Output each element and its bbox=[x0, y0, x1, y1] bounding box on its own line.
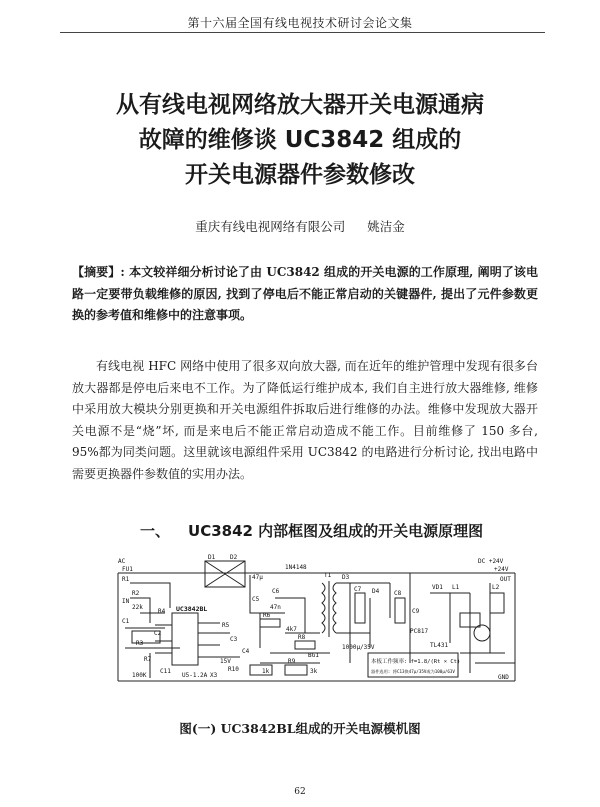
label-4k7: 4k7 bbox=[286, 626, 297, 633]
label-c9: C9 bbox=[412, 608, 420, 615]
label-r10: R10 bbox=[228, 666, 239, 673]
label-c11: C11 bbox=[160, 668, 171, 675]
label-tl431: TL431 bbox=[430, 642, 449, 649]
abstract: 【摘要】: 本文较祥细分析讨论了由 UC3842 组成的开关电源的工作原理, 阐明了该电路一定要带负载维修的原因, 找到了停电后不能正常启动的关键器件, 提出了元件参数更换的参考值和维修中的注意事项。 bbox=[72, 265, 538, 322]
label-pc817: PC817 bbox=[410, 628, 429, 635]
label-c3: C3 bbox=[230, 636, 238, 643]
figure-note-line: 器件选用: 将C13换47μ/35V或为100μ/63V bbox=[371, 669, 455, 674]
label-c6: C6 bbox=[272, 588, 280, 595]
label-47u: 47μ bbox=[252, 574, 263, 581]
author-line bbox=[0, 217, 600, 235]
label-out: OUT bbox=[500, 576, 511, 583]
label-24v: +24V bbox=[494, 566, 509, 573]
label-c2: C2 bbox=[154, 630, 162, 637]
label-100k: 100K bbox=[132, 672, 147, 679]
body-paragraph: 有线电视 HFC 网络中使用了很多双向放大器, 而在近年的维护管理中发现有很多台放大器都是停电后来电不工作。为了降低运行维护成本, 我们自主进行放大器维修, 维修中采用放大模块分别更换和开关电源组件拆取后进行维修的办法。维修中发现放大器开关电源不是“烧”坏, 而是来电后不能正常启动造成不能工作。目前维修了 150 多台, 95%都为同类问题。这里就该电源组件采用 UC3842 的电路进行分析讨论, 找出电路中需要更换器件参数值的实用办法。 bbox=[72, 359, 538, 481]
label-r1: R1 bbox=[122, 576, 130, 583]
label-chip: UC3842BL bbox=[176, 605, 208, 613]
label-r4: R4 bbox=[158, 608, 166, 615]
label-x3: X3 bbox=[210, 672, 218, 679]
label-u5: U5-1.2A bbox=[182, 672, 208, 679]
label-15v: 15V bbox=[220, 658, 231, 665]
header-rule bbox=[60, 32, 545, 33]
figure-caption: 图(一) UC3842BL组成的开关电源模机图 bbox=[179, 721, 421, 736]
label-gnd: GND bbox=[498, 674, 509, 681]
label-vd1: VD1 bbox=[432, 584, 443, 591]
label-22k: 22k bbox=[132, 604, 143, 611]
label-r8: R8 bbox=[298, 634, 306, 641]
label-d2: D2 bbox=[230, 554, 238, 561]
label-fu1: FU1 bbox=[122, 566, 133, 573]
label-r5: R5 bbox=[222, 622, 230, 629]
label-d4: D4 bbox=[372, 588, 380, 595]
label-c5: C5 bbox=[252, 596, 260, 603]
section-number: 一、 bbox=[140, 522, 171, 540]
circuit-schematic bbox=[110, 553, 522, 701]
label-1000u: 1000μ/35V bbox=[342, 644, 375, 651]
label-47n: 47n bbox=[270, 604, 281, 611]
label-bg1: BG1 bbox=[308, 652, 319, 659]
label-r9: R9 bbox=[288, 658, 296, 665]
label-r7: R7 bbox=[144, 656, 152, 663]
figure-note-line: 本板工作频率: f=1.8/(Rt × Ct) bbox=[371, 659, 461, 665]
section-heading bbox=[140, 520, 483, 541]
label-t1: T1 bbox=[324, 572, 332, 579]
running-header: 第十六届全国有线电视技术研讨会论文集 bbox=[187, 16, 413, 30]
section-title: UC3842 内部框图及组成的开关电源原理图 bbox=[188, 522, 484, 540]
label-c4: C4 bbox=[242, 648, 250, 655]
label-l1: L1 bbox=[452, 584, 460, 591]
label-3k: 3k bbox=[310, 668, 318, 675]
author-organization: 重庆有线电视网络有限公司 bbox=[195, 219, 346, 234]
page-number: 62 bbox=[294, 787, 306, 797]
label-1n4148: 1N4148 bbox=[285, 564, 307, 571]
label-c8: C8 bbox=[394, 590, 402, 597]
label-l2: L2 bbox=[492, 584, 500, 591]
author-name: 姚洁金 bbox=[367, 219, 405, 234]
label-dc24v: DC +24V bbox=[478, 558, 504, 565]
label-in: IN bbox=[122, 598, 130, 605]
label-r6: R6 bbox=[263, 612, 271, 619]
title-line: 从有线电视网络放大器开关电源通病 bbox=[116, 92, 484, 118]
label-d1: D1 bbox=[208, 554, 216, 561]
title-line: 开关电源器件参数修改 bbox=[185, 162, 415, 188]
paper-title bbox=[0, 88, 600, 193]
label-r3: R3 bbox=[136, 640, 144, 647]
label-ac: AC bbox=[118, 558, 126, 565]
label-c1: C1 bbox=[122, 618, 130, 625]
title-line: 故障的维修谈 UC3842 组成的 bbox=[138, 127, 462, 153]
label-r2: R2 bbox=[132, 590, 140, 597]
label-c7: C7 bbox=[354, 586, 362, 593]
label-1k: 1k bbox=[262, 668, 270, 675]
label-d3: D3 bbox=[342, 574, 350, 581]
